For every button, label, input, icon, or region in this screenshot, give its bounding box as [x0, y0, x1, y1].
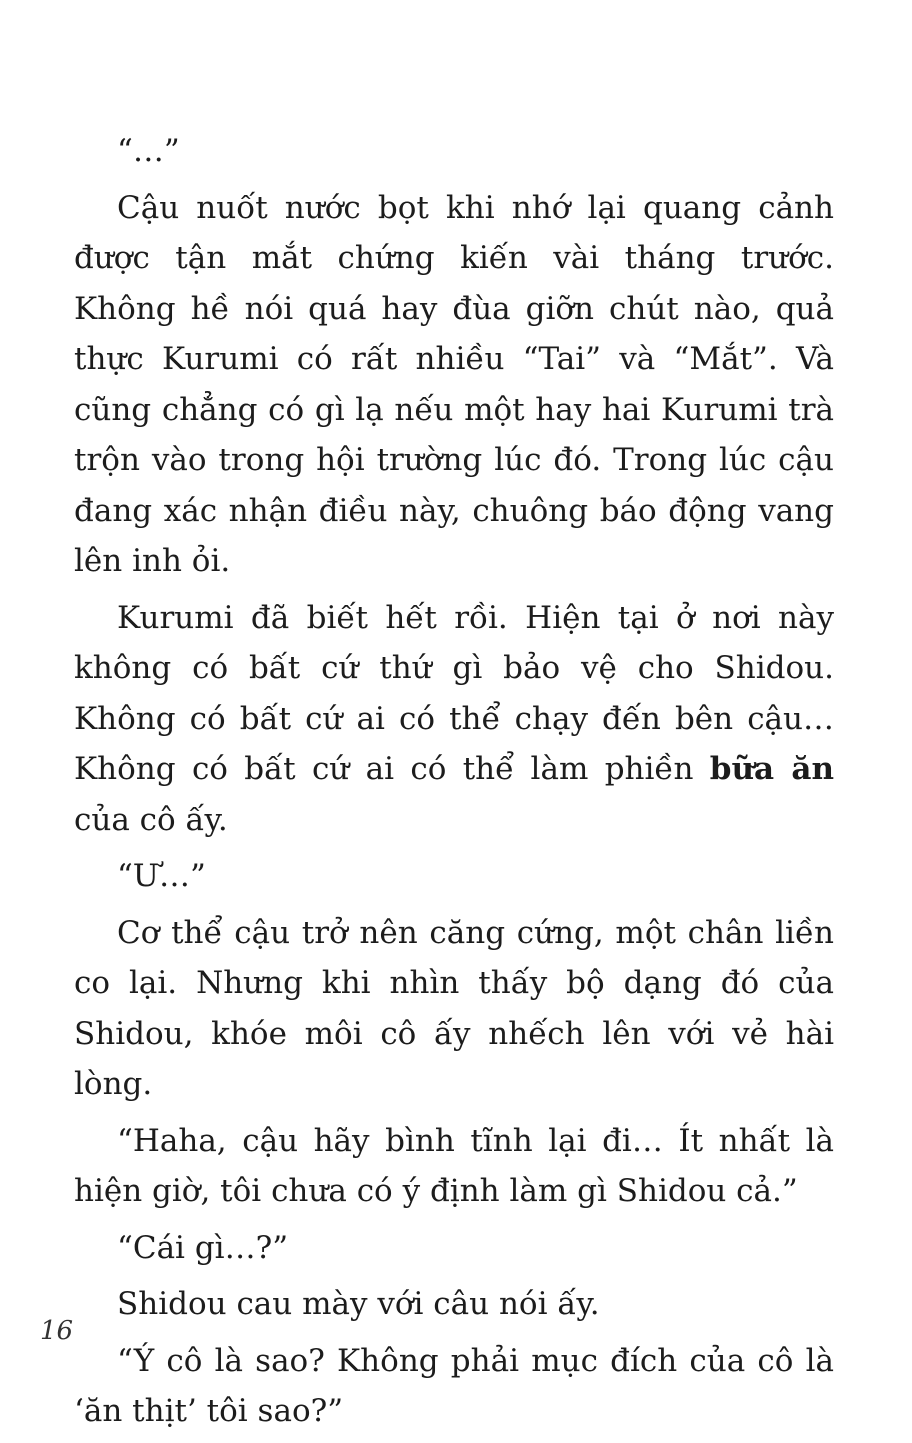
page-number: 16: [40, 1316, 74, 1346]
paragraph-what-quote: “Cái gì…?”: [117, 1229, 289, 1266]
paragraph-memory: Cậu nuốt nước bọt khi nhớ lại quang cảnh được tận mắt chứng kiến vài tháng trước. Không hề nói quá hay đùa giỡn chút nào, quả thực Kurumi có rất nhiều “Tai” và “Mắt”. Và cũng chẳng có gì lạ nếu một hay hai Kurumi trà trộn vào trong hội trường lúc đó. Trong lúc cậu đang xác nhận điều này, chuông báo động vang lên inh ỏi.: [74, 189, 834, 579]
paragraph-meaning-quote: “Ý cô là sao? Không phải mục đích của cô là ‘ăn thịt’ tôi sao?”: [74, 1342, 834, 1429]
paragraph-kurumi-knows-after: của cô ấy.: [74, 801, 228, 838]
paragraph-ellipsis-quote: “…”: [117, 133, 180, 169]
paragraph-u-quote: “Ư…”: [117, 858, 206, 894]
body-text: [74, 126, 834, 1443]
paragraph-body-tense: Cơ thể cậu trở nên căng cứng, một chân liền co lại. Nhưng khi nhìn thấy bộ dạng đó của Shidou, khóe môi cô ấy nhếch lên với vẻ hài lòng.: [74, 914, 834, 1102]
paragraph-kurumi-knows: [74, 593, 834, 846]
bold-phrase-meal: bữa ăn: [709, 751, 835, 787]
paragraph-shidou-frowns: Shidou cau mày với câu nói ấy.: [117, 1286, 600, 1322]
paragraph-haha-quote: “Haha, cậu hãy bình tĩnh lại đi… Ít nhất là hiện giờ, tôi chưa có ý định làm gì Shidou cả.”: [74, 1122, 834, 1209]
paragraph-kurumi-knows-before: Kurumi đã biết hết rồi. Hiện tại ở nơi này không có bất cứ thứ gì bảo vệ cho Shidou. Không có bất cứ ai có thể chạy đến bên cậu… Không có bất cứ ai có thể làm phiền: [74, 599, 834, 787]
